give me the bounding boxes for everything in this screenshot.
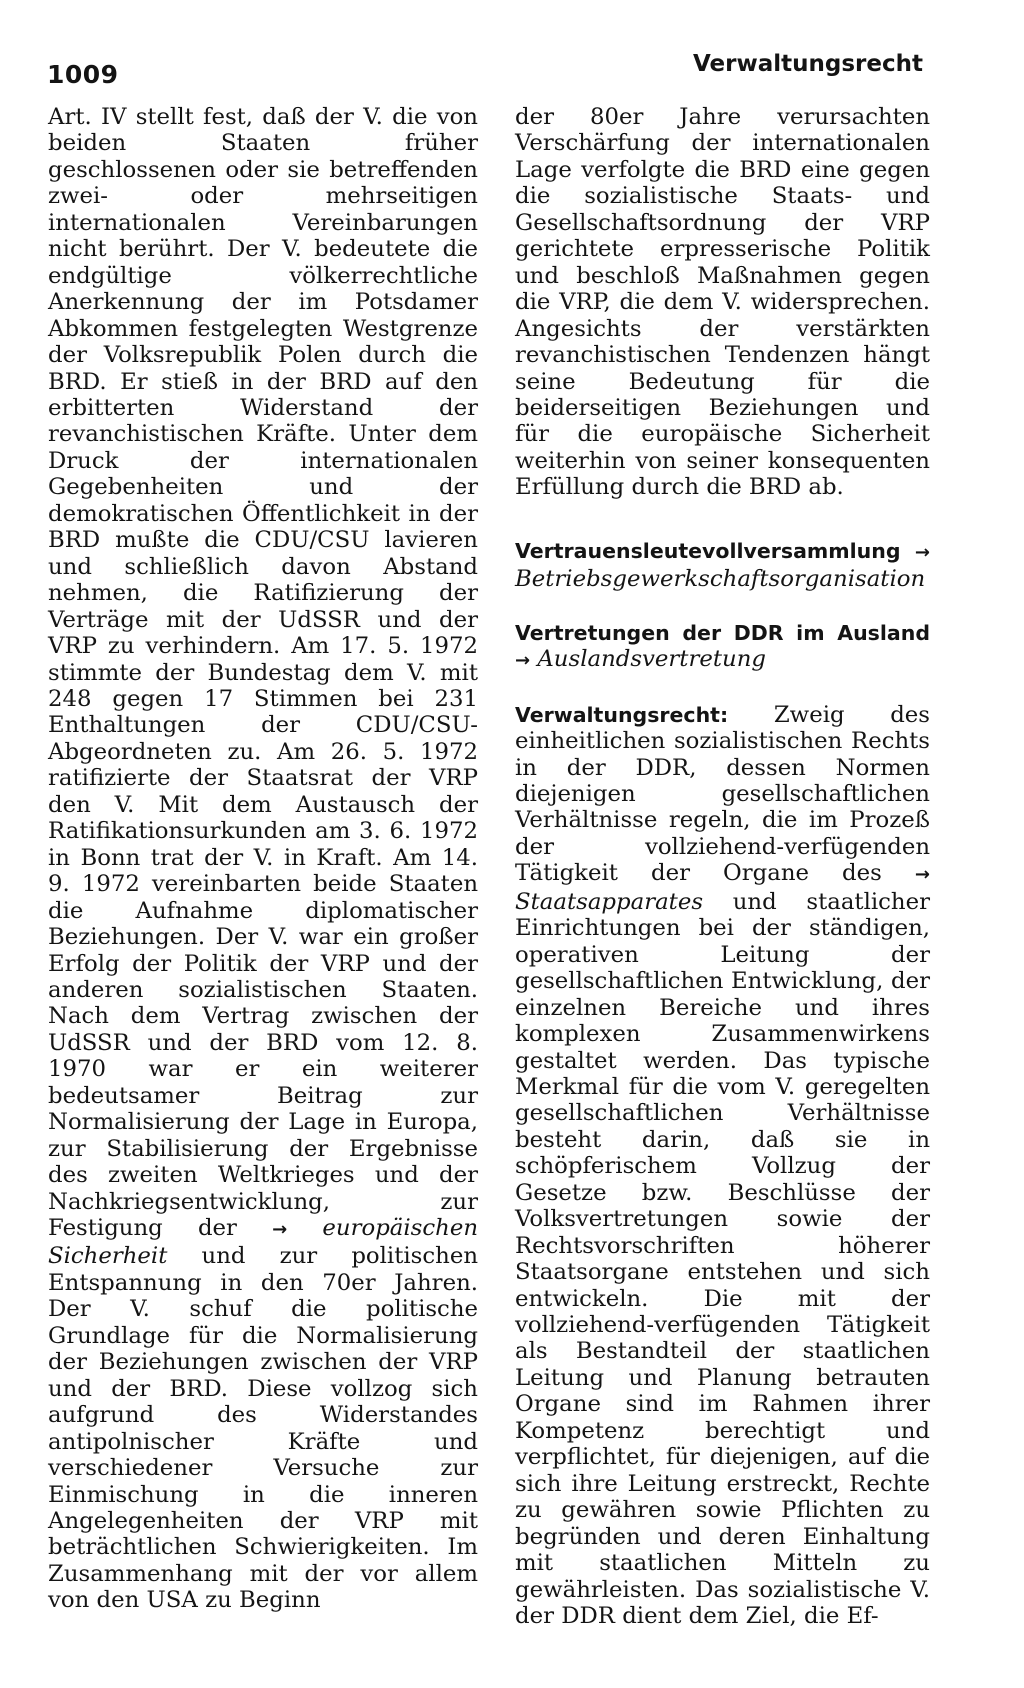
running-head: Verwaltungsrecht [693,51,923,77]
cross-reference-arrow-icon: → [515,650,531,672]
cross-reference: Betriebsgewerkschaftsorganisation [515,566,926,593]
cross-reference-arrow-icon: → [272,1219,288,1241]
cross-reference: Auslandsvertretung [537,646,766,673]
cross-reference: europäischen Sicherheit [48,1215,478,1270]
continued-entry-text: der 80er Jahre verursachten Verschärfung der internationalen Lage verfolgte die BRD eine gegen die sozialistische Staats- und Gesellschaftsordnung der VRP gerichtete erpresserische Politik und beschloß Maßnahmen gegen die VRP, die dem V. widersprechen. Angesichts der verstärkten revanchistischen Tendenzen hängt seine Bedeutung für die beiderseitigen Beziehungen und für die europäische Sicherheit weiterhin von seiner konsequenten Erfüllung durch die BRD ab. [515,104,930,501]
paragraph-text: Art. IV stellt fest, daß der V. die von beiden Staaten früher geschlossenen oder sie betreffenden zwei- oder mehrseitigen internationalen Vereinbarungen nicht berührt. Der V. bedeutete die endgültige völkerrechtliche Anerkennung der im Potsdamer Abkommen festgelegten Westgrenze der Volksrepublik Polen durch die BRD. Er stieß in der BRD auf den erbitterten Widerstand der revanchistischen Kräfte. Unter dem Druck der internationalen Gegebenheiten und der demokratischen Öffentlichkeit in der BRD mußte die CDU/CSU lavieren und schließlich davon Abstand nehmen, die Ratifizierung der Verträge mit der UdSSR und der VRP zu verhindern. Am 17. 5. 1972 stimmte der Bundestag dem V. mit 248 gegen 17 Stimmen bei 231 Enthaltungen der CDU/CSU-Abgeordneten zu. Am 26. 5. 1972 ratifizierte der Staatsrat der VRP den V. Mit dem Austausch der Ratifikationsurkunden am 3. 6. 1972 in Bonn trat der V. in Kraft. Am 14. 9. 1972 vereinbarten beide Staaten die Aufnahme diplomatischer Beziehungen. Der V. war ein großer Erfolg der Politik der VRP und der anderen sozialistischen Staaten. Nach dem Vertrag zwischen der UdSSR und der BRD vom 12. 8. 1970 war er ein weiterer bedeutsamer Beitrag zur Normalisierung der Lage in Europa, zur Stabilisierung der Ergebnisse des zweiten Weltkrieges und der Nachkriegsentwicklung, zur Festigung der [48,104,478,1242]
cross-reference-arrow-icon: → [914,541,930,563]
continued-entry-text [48,104,478,1614]
dictionary-entry [515,620,930,675]
left-column [48,104,478,1614]
right-column [515,104,930,1629]
cross-reference-arrow-icon: → [914,864,930,886]
dictionary-entry [515,538,930,593]
dictionary-entry [515,702,930,1630]
entry-headword: Vertretungen der DDR im Ausland [515,620,930,645]
page-number: 1009 [47,60,119,89]
paragraph-text: und zur politischen Entspannung in den 70er Jahren. Der V. schuf die politische Grundlage für die Normalisierung der Beziehungen zwischen der VRP und der BRD. Diese vollzog sich aufgrund des Widerstandes antipolnischer Kräfte und verschiedener Versuche zur Einmischung in die inneren Angelegenheiten der VRP mit beträchtlichen Schwierigkeiten. Im Zusammenhang mit der vor allem von den USA zu Beginn [48,1243,479,1614]
cross-reference: Staatsapparates [515,888,704,915]
paragraph-text: und staatlicher Einrichtungen bei der ständigen, operativen Leitung der gesellschaftlichen Entwicklung, der einzelnen Bereiche und ihres komplexen Zusammenwirkens gestaltet werden. Das typische Merkmal für die vom V. geregelten gesellschaftlichen Verhältnisse besteht darin, daß sie in schöpferischem Vollzug der Gesetze bzw. Beschlüsse der Volksvertretungen sowie der Rechtsvorschriften höherer Staatsorgane entstehen und sich entwickeln. Die mit der vollziehend-verfügenden Tätigkeit als Bestandteil der staatlichen Leitung und Planung betrauten Organe sind im Rahmen ihrer Kompetenz berechtigt und verpflichtet, für diejenigen, auf die sich ihre Leitung erstreckt, Rechte zu gewähren sowie Pflichten zu begründen und deren Einhaltung mit staatlichen Mitteln zu gewährleisten. Das sozialistische V. der DDR dient dem Ziel, die Ef- [515,888,931,1630]
paragraph-text: Zweig des einheitlichen sozialistischen Rechts in der DDR, dessen Normen diejenigen gesellschaftlichen Verhältnisse regeln, die im Prozeß der vollziehend-verfügenden Tätigkeit der Organe des [515,701,931,887]
entry-headword: Verwaltungsrecht: [515,702,729,727]
entry-headword: Vertrauensleutevollversammlung [515,538,901,563]
